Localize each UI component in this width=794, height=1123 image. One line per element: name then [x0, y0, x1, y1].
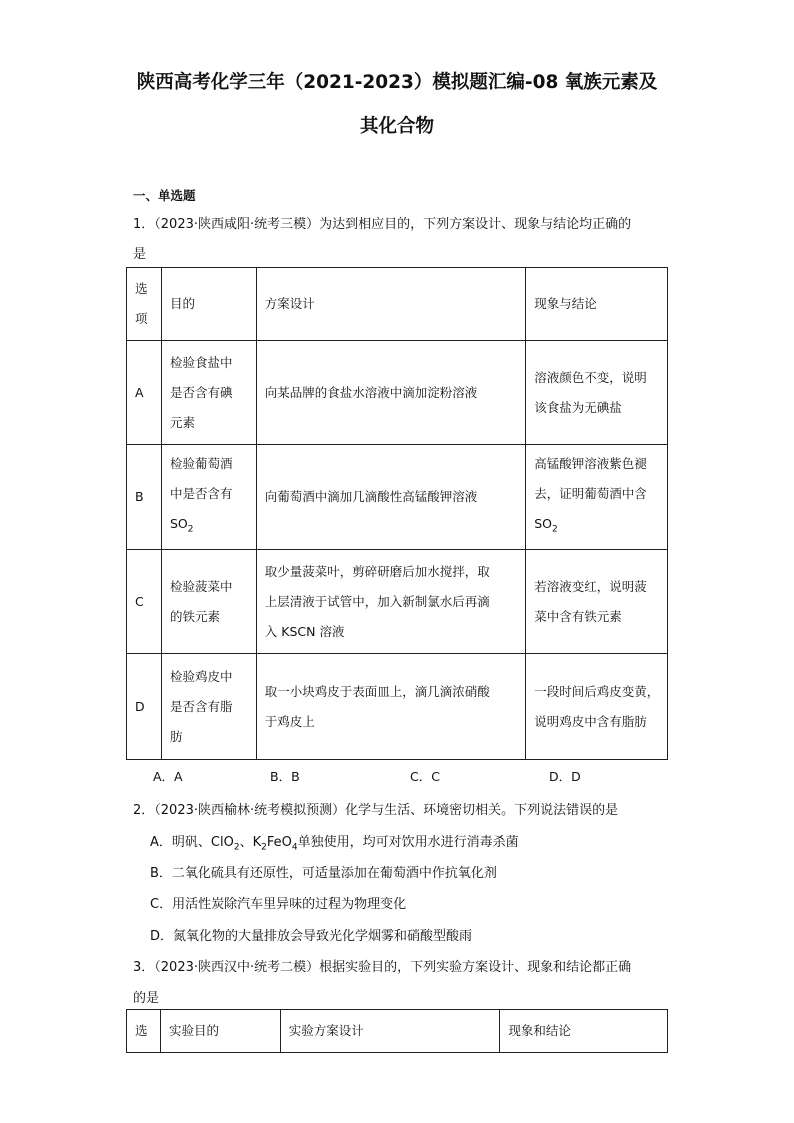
q1-table	[126, 267, 668, 760]
q1-option-d[interactable]: D．D	[549, 769, 581, 784]
q1-option-c[interactable]: C．C	[410, 769, 440, 784]
q2-option-d[interactable]: D．氮氧化物的大量排放会导致光化学烟雾和硝酸型酸雨	[150, 929, 473, 944]
document-title-line1: 陕西高考化学三年（2021-2023）模拟题汇编-08 氧族元素及	[136, 72, 658, 93]
row-option: C	[127, 550, 162, 654]
q1-stem-line2: 是	[133, 247, 147, 262]
header-result: 现象和结论	[500, 1010, 668, 1053]
row-option: B	[127, 445, 162, 550]
header-result: 现象与结论	[526, 268, 668, 341]
table-row	[127, 550, 668, 654]
row-result: 一段时间后鸡皮变黄， 说明鸡皮中含有脂肪	[526, 654, 668, 760]
row-result: 溶液颜色不变，说明 该食盐为无碘盐	[526, 341, 668, 445]
row-design: 向某品牌的食盐水溶液中滴加淀粉溶液	[256, 341, 525, 445]
row-design: 取一小块鸡皮于表面皿上，滴几滴浓硝酸 于鸡皮上	[256, 654, 525, 760]
q1-option-b[interactable]: B．B	[270, 769, 300, 784]
row-option: A	[127, 341, 162, 445]
table-row	[127, 341, 668, 445]
header-option: 选	[127, 1010, 161, 1053]
row-purpose: 检验葡萄酒 中是否含有 $SO_2$	[161, 445, 256, 550]
q2-stem: 2．（2023·陕西榆林·统考模拟预测）化学与生活、环境密切相关。下列说法错误的是	[133, 803, 619, 818]
header-purpose: 目的	[161, 268, 256, 341]
document-title-line2: 其化合物	[359, 116, 434, 137]
row-result: 高锰酸钾溶液紫色褪 去，证明葡萄酒中含 $SO_2$	[526, 445, 668, 550]
row-design: 取少量菠菜叶，剪碎研磨后加水搅拌，取 上层清液于试管中，加入新制氯水后再滴 入 KSCN 溶液	[256, 550, 525, 654]
q2-option-c[interactable]: C．用活性炭除汽车里异味的过程为物理变化	[150, 897, 407, 912]
header-purpose: 实验目的	[160, 1010, 280, 1053]
q3-table	[126, 1009, 668, 1053]
table-header-row	[127, 1010, 668, 1053]
q1-stem-line1: 1．（2023·陕西咸阳·统考三模）为达到相应目的，下列方案设计、现象与结论均正确的	[133, 217, 632, 232]
row-design: 向葡萄酒中滴加几滴酸性高锰酸钾溶液	[256, 445, 525, 550]
q2-option-b[interactable]: B．二氧化硫具有还原性，可适量添加在葡萄酒中作抗氧化剂	[150, 866, 497, 881]
q3-stem-line1: 3．（2023·陕西汉中·统考二模）根据实验目的，下列实验方案设计、现象和结论都正确	[133, 960, 632, 975]
table-row	[127, 654, 668, 760]
row-purpose: 检验食盐中 是否含有碘 元素	[161, 341, 256, 445]
q2-option-a[interactable]: A．明矾、ClO$_2$、$K_2FeO_4$单独使用，均可对饮用水进行消毒杀菌	[150, 835, 519, 853]
q1-option-a[interactable]: A．A	[153, 769, 183, 784]
row-purpose: 检验鸡皮中 是否含有脂 肪	[161, 654, 256, 760]
section-heading: 一、单选题	[133, 188, 196, 203]
row-option: D	[127, 654, 162, 760]
header-design: 方案设计	[256, 268, 525, 341]
table-header-row	[127, 268, 668, 341]
q3-stem-line2: 的是	[133, 991, 160, 1006]
row-purpose: 检验菠菜中 的铁元素	[161, 550, 256, 654]
header-option: 选 项	[127, 268, 162, 341]
row-result: 若溶液变红，说明菠 菜中含有铁元素	[526, 550, 668, 654]
header-design: 实验方案设计	[280, 1010, 500, 1053]
table-row	[127, 445, 668, 550]
